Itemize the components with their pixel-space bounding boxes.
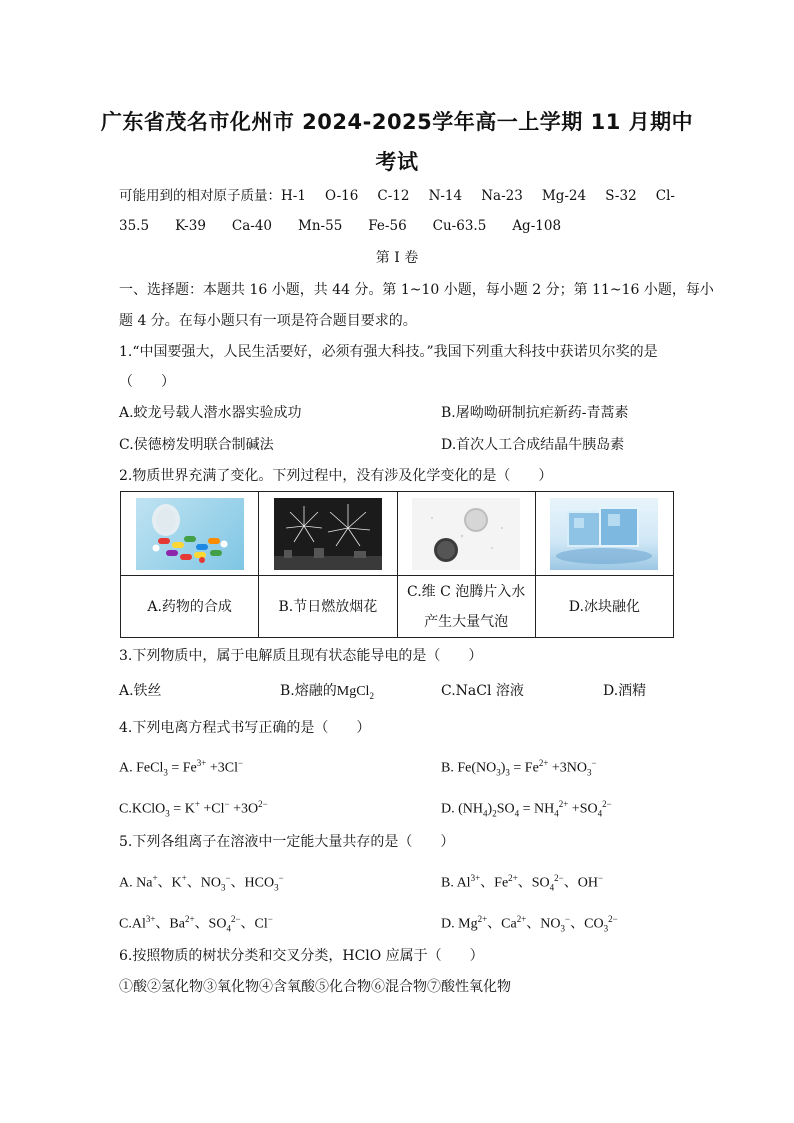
atomic-mass-item: Fe-56 [368, 218, 407, 234]
q5-stem: 5.下列各组离子在溶液中一定能大量共存的是（ ） [119, 834, 455, 850]
q3-option-c: C.NaCl 溶液 [441, 683, 524, 699]
q3-stem: 3.下列物质中，属于电解质且现有状态能导电的是（ ） [119, 648, 483, 664]
atomic-mass-row1 [119, 186, 675, 206]
exam-title-line1: 广东省茂名市化州市 2024-2025学年高一上学期 11 月期中 [100, 110, 694, 134]
q3-option-b-formula: MgCl [336, 684, 370, 699]
q1-option-a: A.蛟龙号载人潜水器实验成功 [119, 405, 302, 421]
q4-option-d: D. $(NH_4)_2SO_4 = NH_4^{2+} +SO_4^{2-}$ [441, 799, 612, 819]
q1-option-c: C.侯德榜发明联合制碱法 [119, 437, 274, 453]
q1-stem-blank: （ ） [119, 374, 175, 390]
q1-option-b: B.屠呦呦研制抗疟新药-青蒿素 [441, 405, 629, 421]
section-instructions-line1: 一、选择题：本题共 16 小题，共 44 分。第 1~10 小题，每小题 2 分；第 11~16 小题，每小 [119, 282, 714, 298]
q3-option-a: A.铁丝 [119, 683, 162, 699]
atomic-mass-item: Mg-24 [541, 188, 587, 204]
q4-option-c: C.KClO$_3$ = $K^+ +Cl^- +3O^{2-}$ [119, 799, 268, 819]
q2-options-table [120, 491, 674, 638]
q4-option-b: B. $Fe(NO_3)_3 = Fe^{2+} +3NO_3^-$ [441, 758, 597, 778]
atomic-mass-item: Ca-40 [231, 218, 273, 234]
atomic-mass-item: S-32 [605, 188, 637, 204]
atomic-mass-item: N-14 [428, 188, 463, 204]
q2-option-c-line1: C.维 C 泡腾片入水 [406, 583, 526, 600]
q2-option-c [397, 576, 535, 638]
atomic-mass-item: Na-23 [481, 188, 523, 204]
q5-option-d: D. $Mg^{2+}$、$Ca^{2+}$、$NO_3^-$、$CO_3^{2-}$ [441, 914, 618, 934]
q2-option-c-line2: 产生大量气泡 [424, 613, 509, 630]
volume-heading: 第 I 卷 [375, 250, 419, 266]
q6-stem: 6.按照物质的树状分类和交叉分类，HClO 应属于（ ） [119, 948, 484, 964]
fireworks-image [274, 498, 382, 570]
q4-option-a: A. FeCl$_3$ = $Fe^{3+} +3Cl^-$ [119, 758, 244, 778]
q2-option-a: A.药物的合成 [121, 576, 259, 638]
q3-option-b-prefix: B.熔融的 [280, 683, 337, 699]
q2-option-d: D.冰块融化 [535, 576, 673, 638]
atomic-mass-item: C-12 [377, 188, 410, 204]
q5-option-c: $C.Al^{3+}$、$Ba^{2+}$、$SO_4^{2-}$、Cl− [119, 914, 273, 934]
section-instructions-line2: 题 4 分。在每小题只有一项是符合题目要求的。 [119, 313, 417, 329]
atomic-mass-item: Mn-55 [298, 218, 343, 234]
q3-option-b-subscript: 2 [369, 690, 374, 701]
atomic-mass-item: Ag-108 [512, 218, 562, 234]
q2-option-b: B.节日燃放烟花 [259, 576, 397, 638]
atomic-mass-row2 [119, 216, 675, 236]
atomic-mass-item: K-39 [175, 218, 206, 234]
exam-title-line2: 考试 [375, 150, 419, 174]
atomic-mass-item: O-16 [325, 188, 359, 204]
q3-option-b [280, 681, 374, 706]
ice-cubes-image [550, 498, 658, 570]
q2-stem: 2.物质世界充满了变化。下列过程中，没有涉及化学变化的是（ ） [119, 468, 553, 484]
q1-option-d: D.首次人工合成结晶牛胰岛素 [441, 437, 625, 453]
q4-stem: 4.下列电离方程式书写正确的是（ ） [119, 720, 371, 736]
q5-option-b: B. $Al^{3+}$、$Fe^{2+}$、$SO_4^{2-}$、OH− [441, 873, 604, 893]
effervescent-tablet-image [412, 498, 520, 570]
q1-stem: 1.“中国要强大，人民生活要好，必须有强大科技。”我国下列重大科技中获诺贝尔奖的是 [119, 344, 658, 360]
q6-choices: ①酸②氢化物③氧化物④含氧酸⑤化合物⑥混合物⑦酸性氧化物 [119, 979, 511, 995]
atomic-mass-item: Cu-63.5 [432, 218, 487, 234]
atomic-mass-item: Cl- [655, 188, 675, 204]
q3-option-d: D.酒精 [603, 683, 647, 699]
atomic-mass-item: 35.5 [119, 218, 150, 234]
pills-image [136, 498, 244, 570]
q5-option-a: A. Na+、K+、$NO_3^-$、$HCO_3^-$ [119, 873, 284, 893]
atomic-mass-label: 可能用到的相对原子质量：H-1 [119, 188, 306, 204]
